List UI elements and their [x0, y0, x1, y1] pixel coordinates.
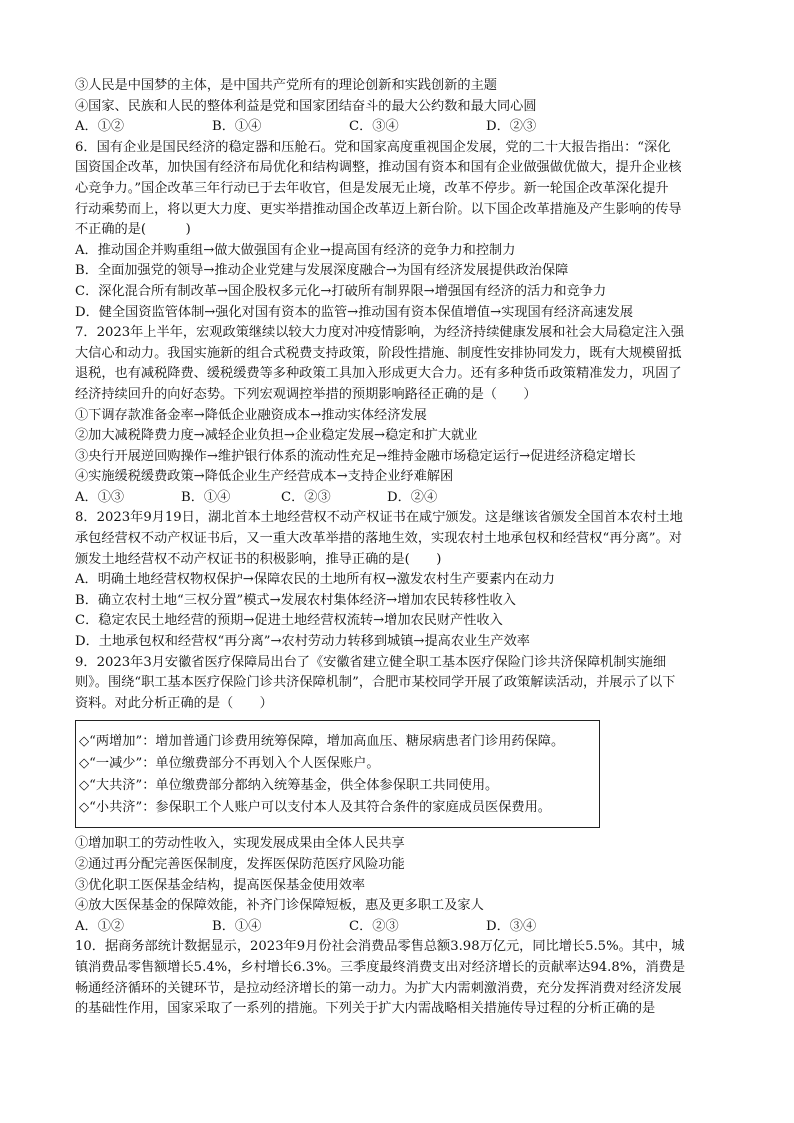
text-line: 退税，也有减税降费、缓税缓费等多种政策工具加入形成更大合力。还有多种货币政策精准发力，巩固了 — [75, 366, 682, 382]
text-line: ④放大医保基金的保障效能，补齐门诊保障短板，惠及更多职工及家人 — [75, 898, 484, 914]
answer-option: D．②④ — [387, 489, 438, 505]
answer-option: A．①③ — [75, 489, 125, 505]
answer-option: B．①④ — [181, 489, 231, 505]
policy-material-box — [75, 720, 600, 828]
answer-option: D．②③ — [486, 119, 537, 135]
text-line: 行动乘势而上，将以更大力度、更实举措推动国企改革迈上新台阶。以下国企改革措施及产生影响的传导 — [75, 201, 682, 217]
text-line: C．稳定农民土地经营的预期→促进土地经营权流转→增加农民财产性收入 — [75, 613, 503, 629]
text-line: A．推动国企并购重组→做大做强国有企业→提高国有经济的竞争力和控制力 — [75, 242, 516, 258]
text-line: 10．据商务部统计数据显示，2023年9月份社会消费品零售总额3.98万亿元，同比增长5.5%。其中，城 — [75, 939, 685, 955]
text-line: ②通过再分配完善医保制度，发挥医保防范医疗风险功能 — [75, 857, 405, 872]
answer-options — [75, 488, 725, 509]
text-line: 大信心和动力。我国实施新的组合式税费支持政策，阶段性措施、制度性安排协同发力，既有大规模留抵 — [75, 345, 682, 361]
text-line: 8．2023年9月19日，湖北首本土地经营权不动产权证书在咸宁颁发。这是继该省颁发全国首本农村土地 — [75, 510, 683, 526]
answer-option: D．③④ — [486, 918, 537, 934]
policy-material-line: ◇“一减少”：单位缴费部分不再划入个人医保账户。 — [79, 756, 380, 772]
policy-material-line: ◇“两增加”：增加普通门诊费用统筹保障，增加高血压、糖尿病患者门诊用药保障。 — [79, 734, 565, 750]
answer-option: A．①② — [75, 918, 125, 934]
answer-option: C．②③ — [281, 489, 331, 505]
text-line: 经济持续回升的向好态势。下列宏观调控举措的预期影响路径正确的是（ ） — [75, 386, 537, 402]
text-line: ①增加职工的劳动性收入，实现发展成果由全体人民共享 — [75, 836, 405, 852]
text-line: ③央行开展逆回购操作→维护银行体系的流动性充足→维持金融市场稳定运行→促进经济稳定增长 — [75, 448, 636, 464]
text-line: ③优化职工医保基金结构，提高医保基金使用效率 — [75, 877, 366, 893]
text-line: D．土地承包权和经营权“再分离”→农村劳动力转移到城镇→提高农业生产效率 — [75, 634, 530, 650]
text-line: ①下调存款准备金率→降低企业融资成本→推动实体经济发展 — [75, 407, 427, 423]
policy-material-line: ◇“小共济”：参保职工个人账户可以支付本人及其符合条件的家庭成员医保费用。 — [79, 800, 551, 816]
text-line: A．明确土地经营权物权保护→保障农民的土地所有权→激发农村生产要素内在动力 — [75, 572, 555, 588]
answer-options — [75, 917, 725, 938]
page-content — [75, 76, 725, 1020]
answer-option: B．①④ — [212, 918, 262, 934]
text-line: 心竞争力。”国企改革三年行动已于去年收官，但是发展无止境，改革不停步。新一轮国企改革深化提升 — [75, 180, 669, 196]
text-line: ④实施缓税缓费政策→降低企业生产经营成本→支持企业纾难解困 — [75, 469, 454, 485]
text-line: 则》。围绕“职工基本医疗保险门诊共济保障机制”，合肥市某校同学开展了政策解读活动，并展示了以下 — [75, 675, 676, 691]
text-line: B．确立农村土地“三权分置”模式→发展农村集体经济→增加农民转移性收入 — [75, 592, 516, 608]
text-line: 国资国企改革，加快国有经济布局优化和结构调整，推动国有资本和国有企业做强做优做大，提升企业核 — [75, 160, 682, 176]
text-line: 7．2023年上半年，宏观政策继续以较大力度对冲疫情影响，为经济持续健康发展和社会大局稳定注入强 — [75, 325, 685, 341]
text-line: 镇消费品零售额增长5.4%，乡村增长6.3%。三季度最终消费支出对经济增长的贡献率达94.8%，消费是 — [75, 959, 686, 975]
text-line: 颁发土地经营权不动产权证书的积极影响，推导正确的是( ) — [75, 551, 442, 567]
policy-material-line: ◇“大共济”：单位缴费部分都纳入统筹基金，供全体参保职工共同使用。 — [79, 778, 499, 794]
answer-option: A．①② — [75, 119, 125, 135]
text-line: B．全面加强党的领导→推动企业党建与发展深度融合→为国有经济发展提供政治保障 — [75, 263, 569, 279]
answer-option: C．③④ — [349, 119, 399, 135]
text-line: D．健全国资监管体制→强化对国有资本的监管→推动国有资本保值增值→实现国有经济高速发展 — [75, 304, 634, 320]
answer-option: C．②③ — [349, 918, 399, 934]
text-line: ③人民是中国梦的主体，是中国共产党所有的理论创新和实践创新的主题 — [75, 78, 497, 93]
text-line: C．深化混合所有制改革→国企股权多元化→打破所有制界限→增强国有经济的活力和竞争力 — [75, 283, 607, 299]
answer-options — [75, 117, 725, 138]
text-line: 的基础性作用，国家采取了一系列的措施。下列关于扩大内需战略相关措施传导过程的分析正确的是 — [75, 1001, 656, 1017]
text-line: 9．2023年3月安徽省医疗保障局出台了《安徽省建立健全职工基本医疗保险门诊共济保障机制实施细 — [75, 654, 667, 670]
answer-option: B．①④ — [212, 119, 262, 135]
text-line: ④国家、民族和人民的整体利益是党和国家团结奋斗的最大公约数和最大同心圆 — [75, 98, 537, 114]
text-line: 承包经营权不动产权证书后，又一重大改革举措的落地生效，实现农村土地承包权和经营权“再分离”。对 — [75, 531, 682, 547]
text-line: 资料。对此分析正确的是（ ） — [75, 695, 273, 711]
text-line: ②加大减税降费力度→减轻企业负担→企业稳定发展→稳定和扩大就业 — [75, 428, 478, 444]
text-line: 畅通经济循环的关键环节，是拉动经济增长的第一动力。为扩大内需刺激消费，充分发挥消费对经济发展 — [75, 980, 682, 996]
text-line: 不正确的是( ) — [75, 222, 191, 238]
text-line: 6．国有企业是国民经济的稳定器和压舱石。党和国家高度重视国企发展，党的二十大报告指出：“深化 — [75, 139, 671, 155]
